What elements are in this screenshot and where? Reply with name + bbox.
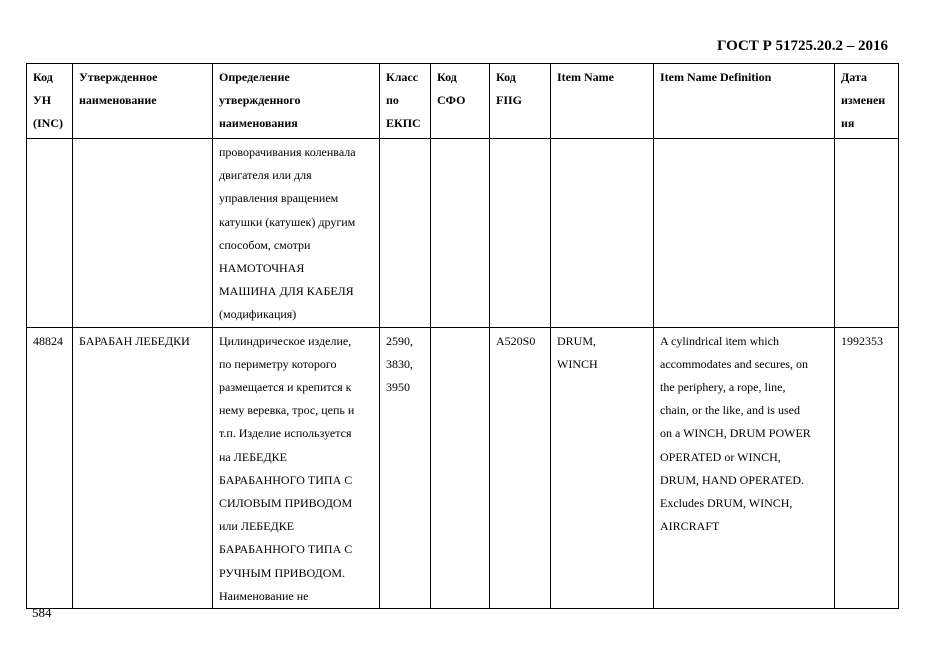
cell-sfo [431,327,490,608]
cell-item-name-definition [654,139,835,328]
header-fiig: Код FIIG [490,64,551,139]
header-approved-name: Утвержденное наименование [73,64,213,139]
cell-class: 2590, 3830, 3950 [380,327,431,608]
cell-item-name: DRUM, WINCH [551,327,654,608]
header-definition: Определение утвержденного наименования [213,64,380,139]
table-row-continuation [27,139,899,328]
cell-inc: 48824 [27,327,73,608]
header-class: Класс по ЕКПС [380,64,431,139]
catalog-table [26,63,899,609]
cell-fiig [490,139,551,328]
cell-name: БАРАБАН ЛЕБЕДКИ [73,327,213,608]
cell-definition: проворачивания коленвала двигателя или для управления вращением катушки (катушек) другим способом, смотри НАМОТОЧНАЯ МАШИНА ДЛЯ КАБЕЛЯ (модификация) [213,139,380,328]
table-row [27,327,899,608]
cell-change-date: 1992353 [835,327,899,608]
header-inc: Код УН (INC) [27,64,73,139]
table-header-row [27,64,899,139]
header-change-date: Дата изменен ия [835,64,899,139]
cell-sfo [431,139,490,328]
cell-change-date [835,139,899,328]
page-number: 584 [32,605,52,620]
document-standard-header: ГОСТ Р 51725.20.2 – 2016 [716,38,888,54]
cell-name [73,139,213,328]
cell-item-name [551,139,654,328]
cell-item-name-definition: A cylindrical item which accommodates and secures, on the periphery, a rope, line, chain, or the like, and is used on a WINCH, DRUM POWER OPERATED or WINCH, DRUM, HAND OPERATED. Excludes DRUM, WINCH, AIRCRAFT [654,327,835,608]
header-item-name-definition: Item Name Definition [654,64,835,139]
cell-definition: Цилиндрическое изделие, по периметру которого размещается и крепится к нему веревка, трос, цепь и т.п. Изделие используется на ЛЕБЕДКЕ БАРАБАННОГО ТИПА С СИЛОВЫМ ПРИВОДОМ или ЛЕБЕДКЕ БАРАБАННОГО ТИПА С РУЧНЫМ ПРИВОДОМ. Наименование не [213,327,380,608]
cell-inc [27,139,73,328]
header-item-name: Item Name [551,64,654,139]
cell-fiig: A520S0 [490,327,551,608]
header-sfo: Код СФО [431,64,490,139]
cell-class [380,139,431,328]
